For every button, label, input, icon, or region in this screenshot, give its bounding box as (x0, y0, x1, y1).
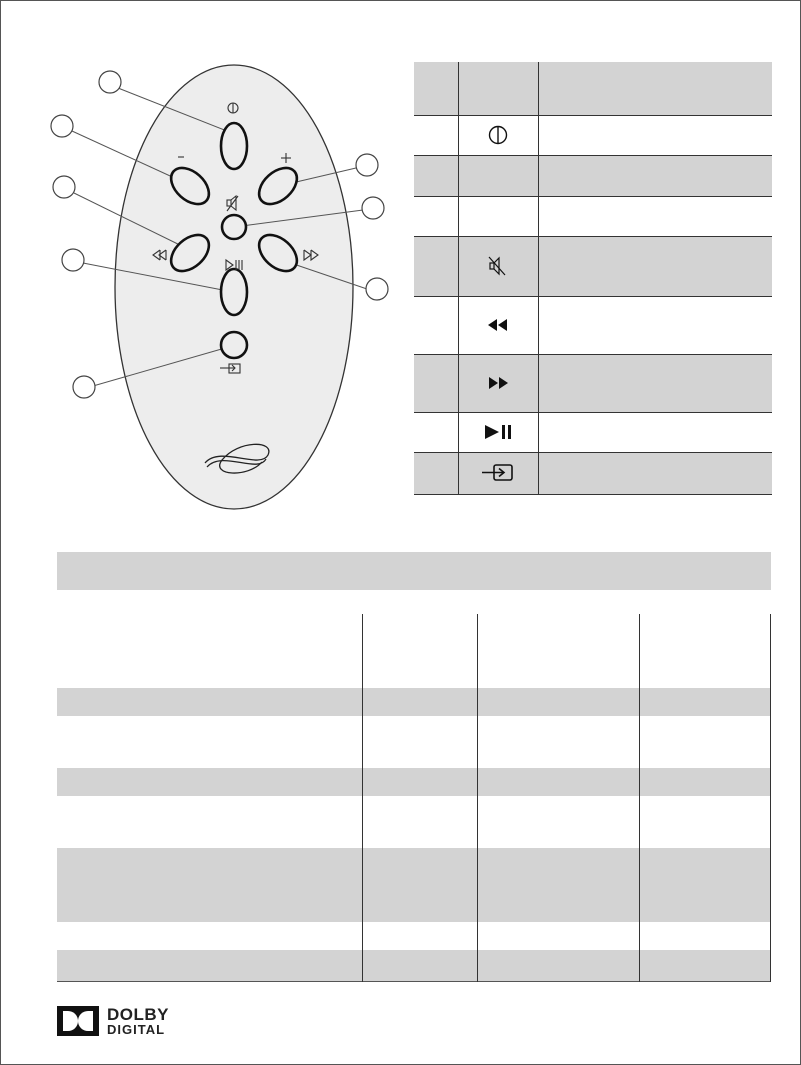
play-pause-button[interactable] (221, 269, 247, 315)
table-row (414, 196, 772, 236)
fast-forward-icon (486, 375, 510, 391)
table-symbol-fast-forward (458, 354, 538, 412)
spec-row (57, 848, 771, 922)
spec-header-row (57, 614, 771, 688)
button-reference-table (414, 62, 772, 494)
spec-row (57, 768, 771, 796)
mute-button[interactable] (222, 215, 246, 239)
section-title-band (57, 552, 771, 590)
table-symbol-play-pause (458, 412, 538, 452)
dolby-digital-logo (57, 1006, 169, 1036)
mute-icon (486, 254, 510, 278)
table-symbol-input-source (458, 452, 538, 494)
dolby-double-d-logo (57, 1006, 99, 1036)
power-icon (486, 123, 510, 147)
specification-table (57, 614, 771, 982)
spec-row (57, 688, 771, 716)
table-header-row (414, 62, 772, 115)
dolby-line1: DOLBY (107, 1005, 169, 1024)
remote-diagram (40, 55, 400, 515)
table-symbol-power (458, 115, 538, 155)
rewind-icon (486, 317, 510, 333)
table-row (414, 155, 772, 196)
spec-row (57, 796, 771, 848)
spec-row (57, 922, 771, 950)
spec-row (57, 716, 771, 768)
play-pause-icon (483, 423, 513, 441)
source-button[interactable] (221, 332, 247, 358)
power-button[interactable] (221, 123, 247, 169)
input-source-icon (480, 462, 516, 484)
spec-row (57, 950, 771, 982)
dolby-line2: DIGITAL (107, 1022, 166, 1037)
table-symbol-mute (458, 236, 538, 296)
table-symbol-rewind (458, 296, 538, 354)
